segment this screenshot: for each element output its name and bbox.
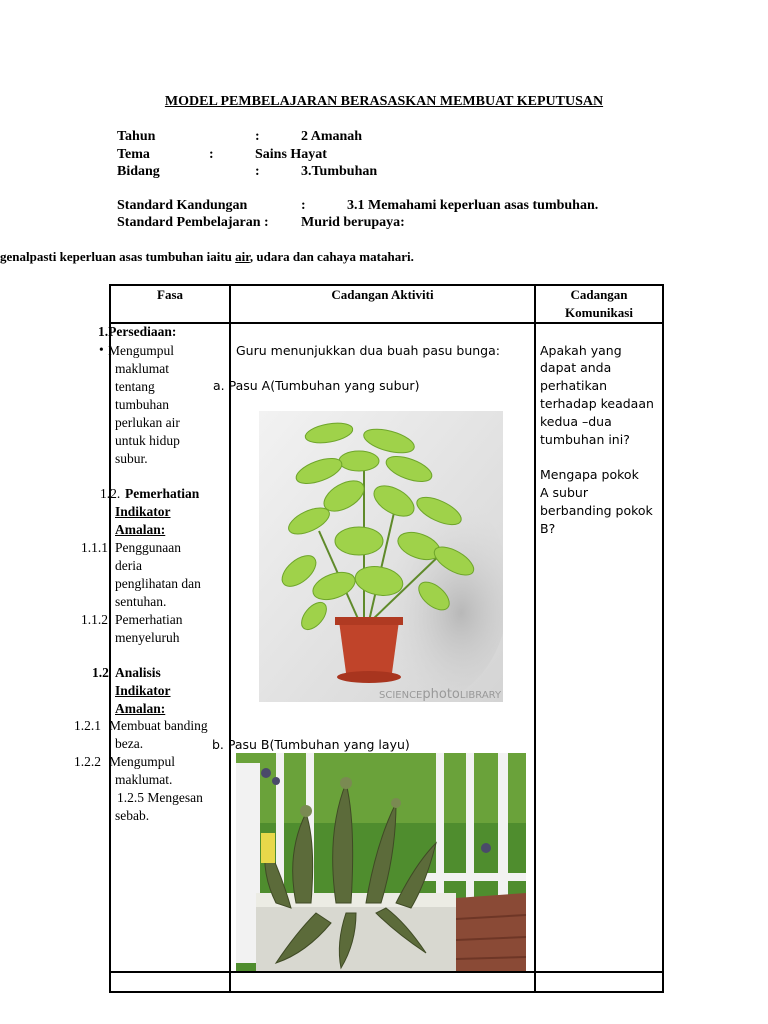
analisis-number: 1.2 xyxy=(92,665,109,680)
pasu-a-label: a. Pasu A(Tumbuhan yang subur) xyxy=(213,378,420,393)
empty-cell-2 xyxy=(230,972,535,992)
mengumpul-line-2: tentang xyxy=(115,379,155,394)
header-komunikasi-line2: Komunikasi xyxy=(565,305,633,320)
healthy-plant-icon xyxy=(259,411,503,702)
wilted-plant-photo xyxy=(236,753,526,971)
objective-air: air xyxy=(235,249,250,264)
soalan-2-line-1: A subur xyxy=(540,485,588,500)
persediaan-heading: 1.Persediaan: xyxy=(98,324,177,339)
pemerhatian-number: 1.2. xyxy=(100,486,121,501)
indikator-label-2: Indikator xyxy=(115,683,171,698)
header-fasa xyxy=(110,285,230,323)
standard-kandungan-label: Standard Kandungan xyxy=(117,198,248,213)
indikator-1-1-2-line-1: menyeluruh xyxy=(115,630,180,645)
amalan-label-1: Amalan: xyxy=(115,522,166,537)
healthy-plant-photo xyxy=(259,411,503,702)
wilted-plant-icon xyxy=(236,753,526,971)
bidang-label: Bidang xyxy=(117,164,160,179)
soalan-2-line-3: B? xyxy=(540,521,556,536)
soalan-1-line-1: dapat anda xyxy=(540,360,612,375)
soalan-1-line-0: Apakah yang xyxy=(540,343,622,358)
page-title: MODEL PEMBELAJARAN BERASASKAN MEMBUAT KEPUTUSAN xyxy=(164,94,604,109)
tema-label: Tema xyxy=(117,147,150,162)
mengumpul-line-3: tumbuhan xyxy=(115,397,169,412)
standard-kandungan-separator: : xyxy=(301,198,306,213)
empty-cell-1 xyxy=(110,972,230,992)
indikator-1-1-2-line-0: Pemerhatian xyxy=(115,612,183,627)
bidang-separator: : xyxy=(255,164,260,179)
indikator-1-1-1-number: 1.1.1 xyxy=(81,540,108,555)
objective-text-end: , udara dan cahaya matahari. xyxy=(249,249,414,264)
indikator-1-1-1-line-1: deria xyxy=(115,558,142,573)
indikator-1-2-5: 1.2.5 Mengesan xyxy=(117,790,203,805)
tema-value: Sains Hayat xyxy=(255,147,327,162)
tahun-label: Tahun xyxy=(117,129,156,144)
standard-pembelajaran-value: Murid berupaya: xyxy=(301,215,405,230)
indikator-1-2-5-cont: sebab. xyxy=(115,808,150,823)
indikator-1-2-1-line-1: beza. xyxy=(115,736,144,751)
indikator-1-2-1-number: 1.2.1 xyxy=(74,718,101,733)
mengumpul-line-6: subur. xyxy=(115,451,148,466)
bullet-icon: • xyxy=(99,342,104,357)
soalan-1-line-2: perhatikan xyxy=(540,378,608,393)
soalan-1-line-5: tumbuhan ini? xyxy=(540,432,630,447)
mengumpul-line-0: Mengumpul xyxy=(108,343,174,358)
bidang-value: 3.Tumbuhan xyxy=(301,164,378,179)
mengumpul-line-1: maklumat xyxy=(115,361,169,376)
indikator-1-1-1-line-0: Penggunaan xyxy=(115,540,181,555)
analisis-heading: Analisis xyxy=(115,665,161,680)
header-fasa-label: Fasa xyxy=(157,287,183,302)
indikator-label-1: Indikator xyxy=(115,504,171,519)
soalan-1-line-3: terhadap keadaan xyxy=(540,396,654,411)
objective-text-start: genalpasti keperluan asas tumbuhan iaitu xyxy=(0,249,236,264)
header-cadangan-komunikasi xyxy=(535,285,663,323)
soalan-1-line-4: kedua –dua xyxy=(540,414,612,429)
indikator-1-1-1-line-3: sentuhan. xyxy=(115,594,167,609)
watermark-library: LIBRARY xyxy=(459,690,502,701)
learning-objective xyxy=(0,249,414,265)
tema-separator: : xyxy=(209,147,214,162)
watermark-science: SCIENCE xyxy=(379,690,423,701)
mengumpul-line-5: untuk hidup xyxy=(115,433,180,448)
indikator-1-1-1-line-2: penglihatan dan xyxy=(115,576,201,591)
standard-pembelajaran-label: Standard Pembelajaran : xyxy=(117,215,269,230)
indikator-1-2-2-line-1: maklumat. xyxy=(115,772,173,787)
aktiviti-intro: Guru menunjukkan dua buah pasu bunga: xyxy=(236,343,500,358)
tahun-value: 2 Amanah xyxy=(301,129,363,144)
empty-cell-3 xyxy=(535,972,663,992)
pemerhatian-heading: Pemerhatian xyxy=(125,486,200,501)
watermark-photo: photo xyxy=(422,687,460,702)
header-komunikasi-line1: Cadangan xyxy=(570,287,628,302)
pasu-b-label: b. Pasu B(Tumbuhan yang layu) xyxy=(212,737,410,752)
soalan-2-line-0: Mengapa pokok xyxy=(540,467,639,482)
indikator-1-2-2-number: 1.2.2 xyxy=(74,754,101,769)
indikator-1-2-1-line-0: Membuat banding xyxy=(109,718,208,733)
header-aktiviti-label: Cadangan Aktiviti xyxy=(331,287,434,302)
header-cadangan-aktiviti xyxy=(230,285,535,323)
soalan-2-line-2: berbanding pokok xyxy=(540,503,653,518)
indikator-1-2-2-line-0: Mengumpul xyxy=(109,754,175,769)
mengumpul-line-4: perlukan air xyxy=(115,415,180,430)
svg-text:SCIENCEphotoLIBRARY xyxy=(379,687,502,702)
tahun-separator: : xyxy=(255,129,260,144)
indikator-1-1-2-number: 1.1.2 xyxy=(81,612,108,627)
standard-kandungan-value: 3.1 Memahami keperluan asas tumbuhan. xyxy=(347,198,599,213)
amalan-label-2: Amalan: xyxy=(115,701,166,716)
